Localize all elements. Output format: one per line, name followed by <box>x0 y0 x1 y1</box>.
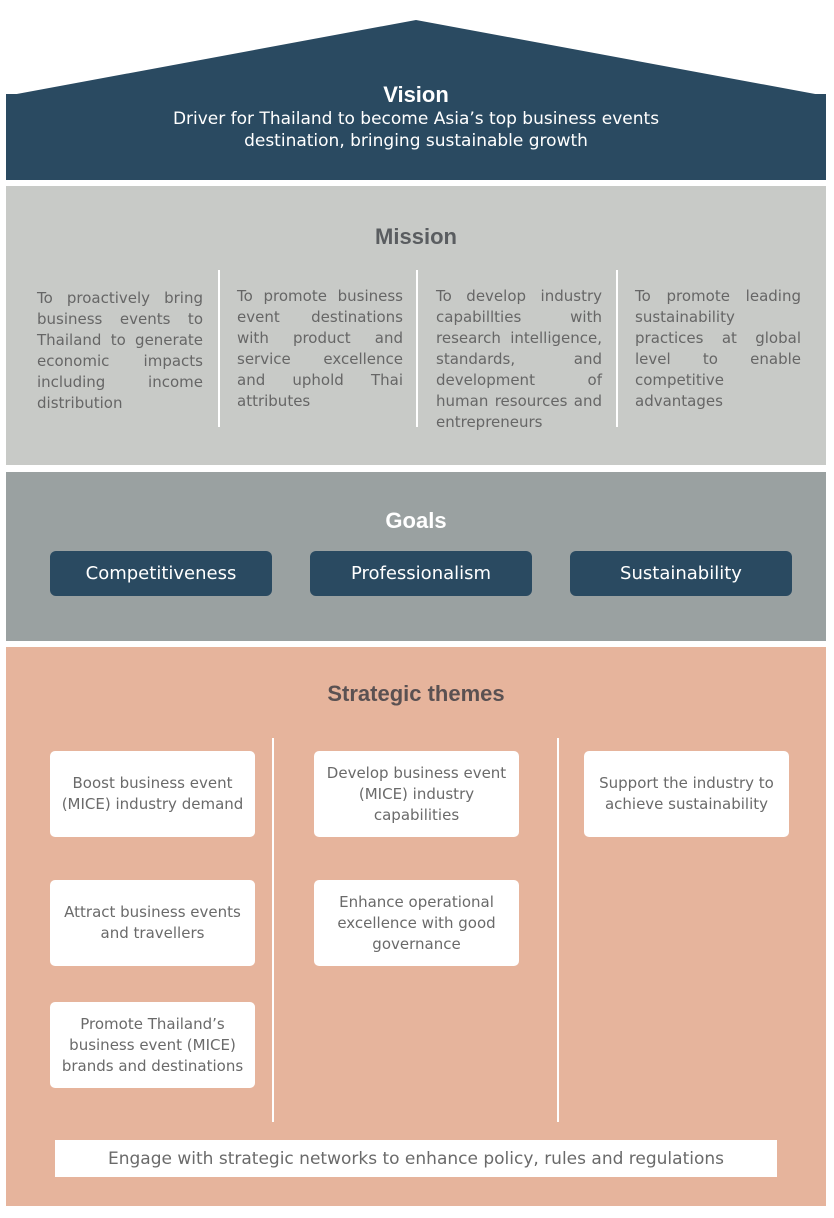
theme-card: Promote Thailand’s business event (MICE) brands and destinations <box>50 1002 255 1088</box>
strategic-themes-title: Strategic themes <box>327 681 505 706</box>
theme-card: Develop business event (MICE) industry capabilities <box>314 751 519 837</box>
goal-professionalism: Professionalism <box>310 551 532 596</box>
goals-title: Goals <box>385 508 447 533</box>
themes-divider <box>272 738 274 1122</box>
theme-card: Enhance operational excellence with good governance <box>314 880 519 966</box>
mission-item: To develop industry capabillties with research intelligence, standards, and development of human resources and entrepreneurs <box>436 287 602 431</box>
strategic-themes-section <box>6 647 826 1206</box>
mission-section <box>6 186 826 465</box>
goals-section <box>6 472 826 641</box>
mission-divider <box>416 270 418 427</box>
vision-statement: Driver for Thailand to become Asia’s top business events destination, bringing sustainable growth <box>172 109 660 151</box>
mission-item: To promote leading sustainability practices at global level to enable competitive advantages <box>635 287 801 410</box>
theme-card: Support the industry to achieve sustainability <box>584 751 789 837</box>
theme-card: Boost business event (MICE) industry demand <box>50 751 255 837</box>
goal-competitiveness: Competitiveness <box>50 551 272 596</box>
strategic-networks-bar: Engage with strategic networks to enhance policy, rules and regulations <box>55 1140 777 1177</box>
mission-item: To proactively bring business events to Thailand to generate economic impacts including income distribution <box>37 289 203 412</box>
vision-title: Vision <box>383 82 449 107</box>
goal-sustainability: Sustainability <box>570 551 792 596</box>
mission-item: To promote business event destinations with product and service excellence and uphold Thai attributes <box>237 287 403 410</box>
theme-card: Attract business events and travellers <box>50 880 255 966</box>
mission-divider <box>616 270 618 427</box>
mission-title: Mission <box>375 224 457 249</box>
themes-divider <box>557 738 559 1122</box>
mission-divider <box>218 270 220 427</box>
